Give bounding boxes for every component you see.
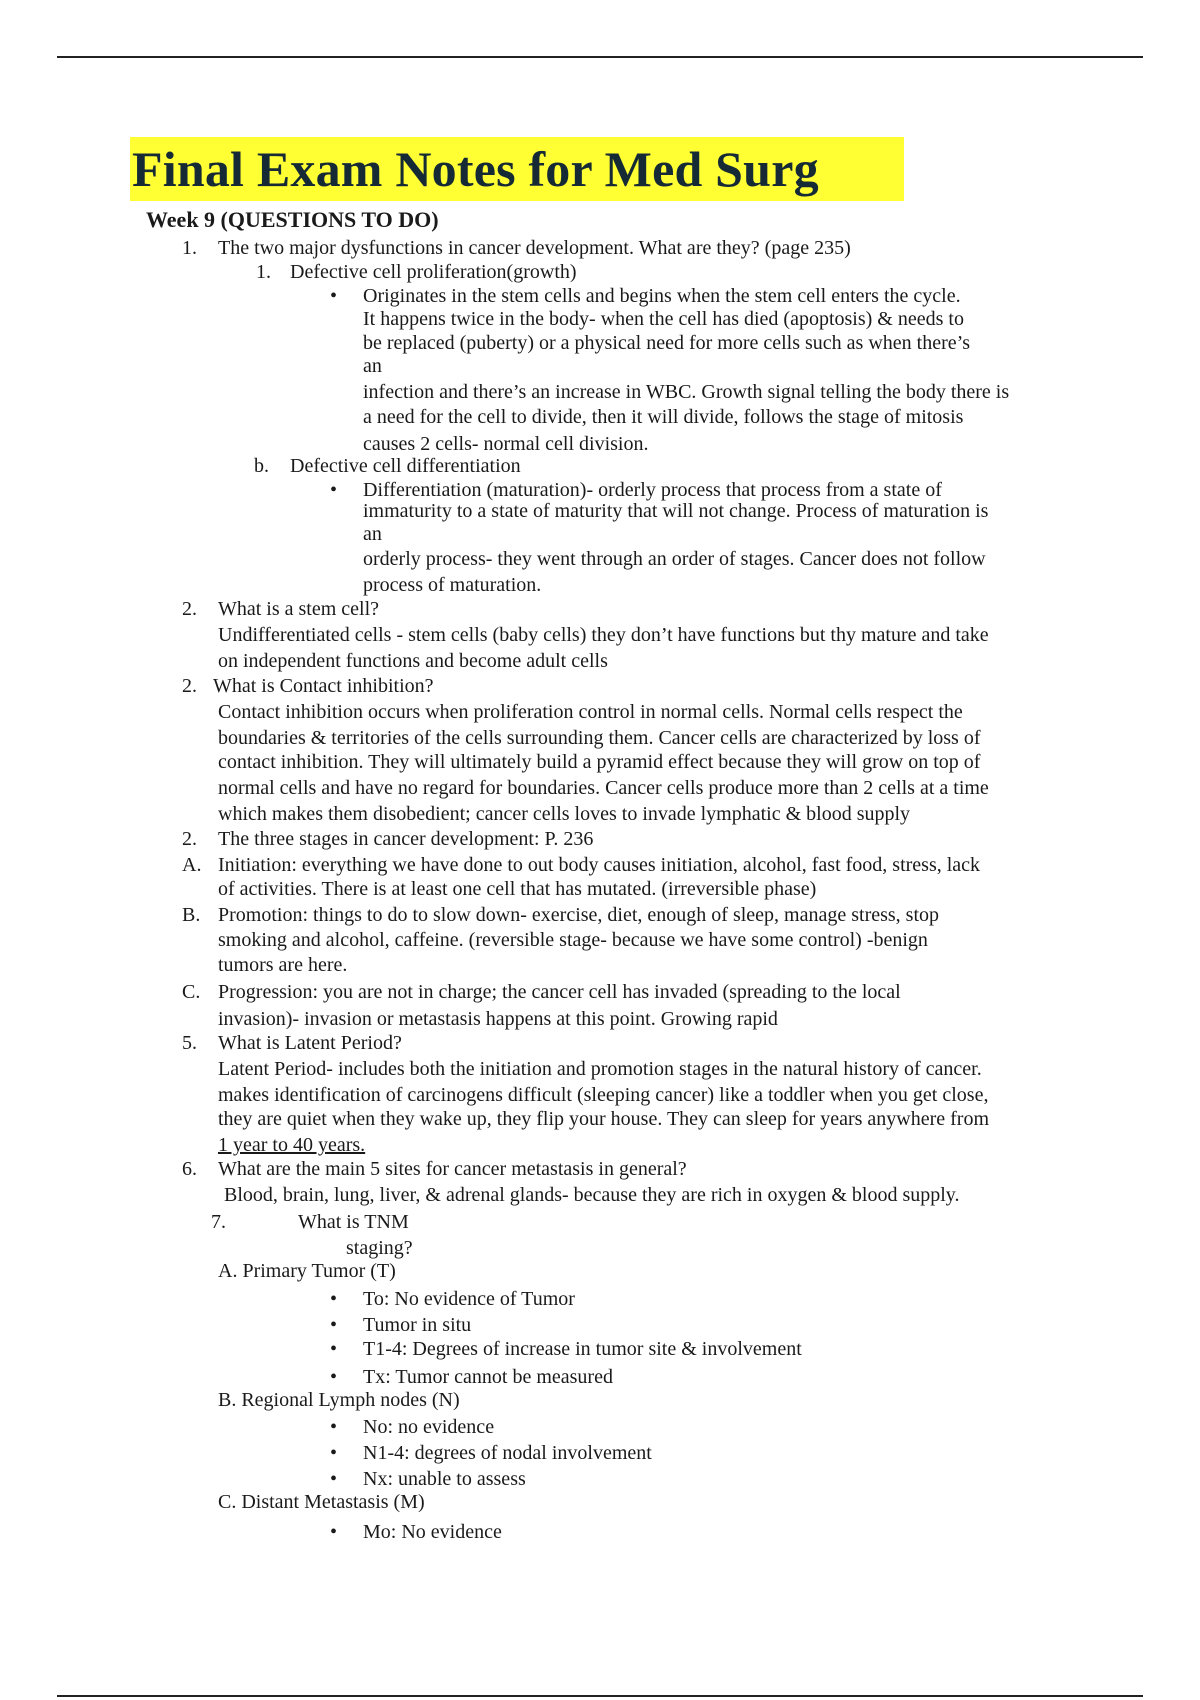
q7-a-item: Tumor in situ [363,1314,472,1336]
q4-c-letter: C. [182,981,201,1003]
q1-number: 1. [182,237,197,259]
q1-sub1-line: an [363,355,382,377]
q7-c-label: C. Distant Metastasis (M) [218,1491,425,1513]
q4-b-letter: B. [182,904,201,926]
list-bullet: • [330,1468,338,1490]
q4-a-letter: A. [182,854,202,876]
q5-answer-line: makes identification of carcinogens difficult (sleeping cancer) like a toddler when you get close, [218,1084,989,1106]
page-title: Final Exam Notes for Med Surg [130,137,904,201]
list-bullet: • [330,1442,338,1464]
q7-question-line1: What is TNM [298,1211,409,1233]
q1-sub1-line: It happens twice in the body- when the cell has died (apoptosis) & needs to [363,308,964,330]
q5-answer-line: they are quiet when they wake up, they flip your house. They can sleep for years anywhere from [218,1108,990,1130]
q4-b-line: Promotion: things to do to slow down- exercise, diet, enough of sleep, manage stress, stop [218,904,940,926]
q7-b-label: B. Regional Lymph nodes (N) [218,1389,460,1411]
q5-answer-line: Latent Period- includes both the initiation and promotion stages in the natural history of cancer. [218,1058,982,1080]
q1-sub1-line: infection and there’s an increase in WBC. Growth signal telling the body there is [363,381,1010,403]
q4-a-line: Initiation: everything we have done to out body causes initiation, alcohol, fast food, stress, lack [218,854,981,876]
list-bullet: • [330,1416,338,1438]
q4-a-line: of activities. There is at least one cell that has mutated. (irreversible phase) [218,878,817,900]
week-heading: Week 9 (QUESTIONS TO DO) [146,207,439,232]
q2-question: What is a stem cell? [218,598,380,620]
q1-sub1-line: a need for the cell to divide, then it will divide, follows the stage of mitosis [363,406,964,428]
q1-sub2-line: process of maturation. [363,574,542,596]
q6-answer: Blood, brain, lung, liver, & adrenal glands- because they are rich in oxygen & blood supply. [224,1184,960,1206]
q3-answer-line: which makes them disobedient; cancer cells loves to invade lymphatic & blood supply [218,803,911,825]
q4-c-line: invasion)- invasion or metastasis happens at this point. Growing rapid [218,1008,778,1030]
q1-sub1-number: 1. [256,261,271,283]
q1-sub1-line: causes 2 cells- normal cell division. [363,433,649,455]
q6-number: 6. [182,1158,197,1180]
q3-answer-line: Contact inhibition occurs when proliferation control in normal cells. Normal cells respect the [218,701,963,723]
q3-number: 2. [182,675,197,697]
q5-question: What is Latent Period? [218,1032,402,1054]
q3-answer-line: normal cells and have no regard for boundaries. Cancer cells produce more than 2 cells at a time [218,777,989,799]
q3-answer-line: contact inhibition. They will ultimately build a pyramid effect because they will grow on top of [218,751,981,773]
q7-question-line2: staging? [346,1237,413,1259]
q1-sub1-title: Defective cell proliferation(growth) [290,261,577,283]
q7-a-item: Tx: Tumor cannot be measured [363,1366,613,1388]
list-bullet: • [330,1314,338,1336]
list-bullet: • [330,1288,338,1310]
q4-question: The three stages in cancer development: P. 236 [218,828,594,850]
q7-b-item: Nx: unable to assess [363,1468,526,1490]
q7-number: 7. [211,1211,226,1233]
q1-sub2-title: Defective cell differentiation [290,455,521,477]
q7-b-item: No: no evidence [363,1416,495,1438]
q6-question: What are the main 5 sites for cancer metastasis in general? [218,1158,687,1180]
q2-answer-line: Undifferentiated cells - stem cells (baby cells) they don’t have functions but thy mature and take [218,624,989,646]
q1-sub2-line: Differentiation (maturation)- orderly process that process from a state of [363,479,942,501]
q4-b-line: tumors are here. [218,954,348,976]
q1-sub2-line: immaturity to a state of maturity that will not change. Process of maturation is [363,500,989,522]
list-bullet: • [330,1521,338,1543]
q1-sub2-line: an [363,523,382,545]
list-bullet: • [330,1366,338,1388]
q7-a-item: T1-4: Degrees of increase in tumor site & involvement [363,1338,802,1360]
q4-number: 2. [182,828,197,850]
list-bullet: • [330,1338,338,1360]
q4-b-line: smoking and alcohol, caffeine. (reversible stage- because we have some control) -benign [218,929,928,951]
top-rule [57,56,1143,58]
q1-question: The two major dysfunctions in cancer development. What are they? (page 235) [218,237,851,259]
q1-sub2-number: b. [254,455,269,477]
q3-question: What is Contact inhibition? [213,675,434,697]
q5-answer-underlined: 1 year to 40 years. [218,1134,366,1156]
list-bullet: • [330,285,338,307]
q4-c-line: Progression: you are not in charge; the cancer cell has invaded (spreading to the local [218,981,901,1003]
q7-a-item: To: No evidence of Tumor [363,1288,575,1310]
q1-sub2-line: orderly process- they went through an order of stages. Cancer does not follow [363,548,986,570]
q2-number: 2. [182,598,197,620]
q1-sub1-line: Originates in the stem cells and begins when the stem cell enters the cycle. [363,285,961,307]
q3-answer-line: boundaries & territories of the cells surrounding them. Cancer cells are characterized by loss of [218,727,981,749]
bottom-rule [57,1695,1143,1697]
q7-b-item: N1-4: degrees of nodal involvement [363,1442,652,1464]
q2-answer-line: on independent functions and become adult cells [218,650,608,672]
q5-number: 5. [182,1032,197,1054]
q1-sub1-line: be replaced (puberty) or a physical need for more cells such as when there’s [363,332,970,354]
q7-c-item: Mo: No evidence [363,1521,502,1543]
q7-a-label: A. Primary Tumor (T) [218,1260,396,1282]
list-bullet: • [330,479,338,501]
